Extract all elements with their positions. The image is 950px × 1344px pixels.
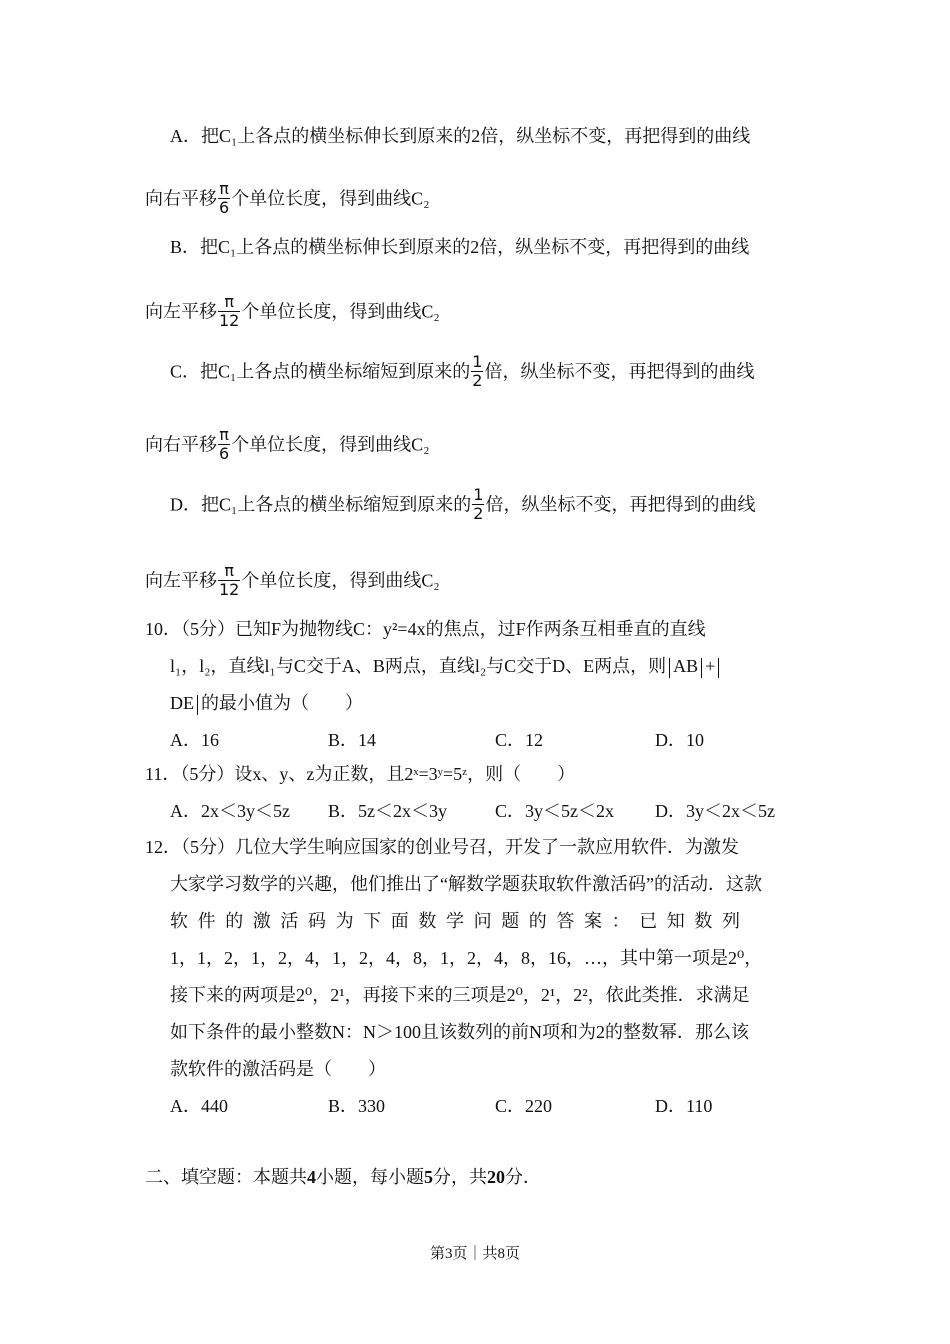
fraction-denominator: 2	[472, 371, 483, 390]
q10-text: （5分）已知F为抛物线C：y²=4x的焦点，过F作两条互相垂直的直线	[181, 619, 706, 639]
q9-option-a-fraction	[218, 180, 230, 217]
fraction-denominator: 6	[219, 444, 230, 463]
q12-line7: 款软件的激活码是（ ）	[170, 1059, 386, 1079]
q9-option-b-line2	[145, 292, 440, 332]
q12-line2: 大家学习数学的兴趣，他们推出了“解数学题获取软件激活码”的活动．这款	[170, 874, 762, 894]
fraction-numerator: 1	[473, 485, 484, 504]
q11-text: （5分）设x、y、z为正数，且2ˣ=3ʸ=5ᶻ，则（ ）	[180, 764, 576, 784]
q10-line3	[170, 691, 363, 715]
q12-text-line1: （5分）几位大学生响应国家的创业号召，开发了一款应用软件．为激发	[181, 837, 739, 857]
q9-option-c-half-fraction	[471, 353, 483, 390]
q12-line4: 1，1，2，1，2，4，1，2，4，8，1，2，4，8，16，…，其中第一项是2⁰，	[170, 948, 763, 968]
section-2-points: 5	[424, 1167, 433, 1187]
fraction-numerator: π	[219, 179, 229, 198]
abs-bar	[197, 695, 198, 715]
q9-option-d-shift-text: 向左平移	[145, 570, 217, 591]
q9-option-a-label: A．	[170, 126, 201, 146]
q10-text-line3: 的最小值为（ ）	[201, 693, 363, 713]
section-2-text: 二、填空题：本题共	[145, 1167, 307, 1187]
section-2-text: 分，共	[433, 1167, 487, 1187]
q10-option-d: D．10	[655, 730, 704, 750]
q9-option-a-text: 把C₁上各点的横坐标伸长到原来的2倍，纵坐标不变，再把得到的曲线	[201, 126, 751, 146]
fraction-denominator: 2	[473, 504, 484, 523]
q12-option-a: A．440	[170, 1096, 228, 1116]
q10-segment-de: DE	[170, 693, 194, 713]
q10-line1	[145, 617, 706, 641]
q9-option-b-label: B．	[170, 237, 201, 257]
q9-option-b-shift-text: 向左平移	[145, 301, 217, 322]
section-2-count: 4	[307, 1167, 316, 1187]
q9-option-a-line2	[145, 179, 430, 219]
q9-option-a-shift-text: 向右平移	[145, 188, 217, 209]
q12-line3: 软件的激活码为下面数学问题的答案：已知数列	[170, 911, 750, 931]
section-2-text: 分．	[505, 1167, 541, 1187]
q10-option-c: C．12	[495, 730, 544, 750]
q10-option-b: B．14	[328, 730, 377, 750]
q11-option-b: B．5z＜2x＜3y	[328, 801, 447, 821]
q12-option-b: B．330	[328, 1096, 386, 1116]
fraction-denominator: 12	[219, 580, 240, 599]
fraction-denominator: 12	[219, 311, 240, 330]
q9-option-d-line1	[170, 485, 756, 525]
q9-option-c-text-tail: 倍，纵坐标不变，再把得到的曲线	[484, 361, 755, 382]
q9-option-b-line1	[170, 235, 749, 259]
q9-option-b-fraction	[218, 293, 240, 330]
fraction-numerator: π	[218, 562, 240, 581]
q12-line6: 如下条件的最小整数N：N＞100且该数列的前N项和为2的整数幂．那么该	[170, 1022, 749, 1042]
q9-option-d-result-text: 个单位长度，得到曲线C₂	[241, 570, 440, 591]
q10-number: 10．	[145, 619, 181, 639]
q11-line1	[145, 762, 575, 786]
q9-option-b-result-text: 个单位长度，得到曲线C₂	[241, 301, 440, 322]
q11-option-a: A．2x＜3y＜5z	[170, 801, 290, 821]
abs-bar	[669, 658, 670, 678]
q9-option-d-fraction	[218, 562, 240, 599]
q10-line2	[170, 654, 722, 678]
q11-option-c: C．3y＜5z＜2x	[495, 801, 614, 821]
q12-line1	[145, 835, 739, 859]
q10-text-line2: l₁，l₂，直线l₁与C交于A、B两点，直线l₂与C交于D、E两点，则	[170, 656, 667, 676]
page-footer: 第3页｜共8页	[429, 1246, 520, 1262]
q12-option-d: D．110	[655, 1096, 713, 1116]
q9-option-a-line1	[170, 124, 750, 148]
section-2-heading	[145, 1165, 541, 1189]
q12-option-c: C．220	[495, 1096, 553, 1116]
q9-option-d-text-tail: 倍，纵坐标不变，再把得到的曲线	[485, 494, 756, 515]
q9-option-c-text: 把C₁上各点的横坐标缩短到原来的	[200, 361, 471, 382]
abs-bar	[701, 658, 702, 678]
q12-number: 12．	[145, 837, 181, 857]
q9-option-c-result-text: 个单位长度，得到曲线C₂	[231, 434, 430, 455]
fraction-denominator: 6	[219, 198, 230, 217]
section-2-text: 小题，每小题	[316, 1167, 424, 1187]
q9-option-d-line2	[145, 561, 440, 601]
q9-option-c-fraction	[218, 426, 230, 463]
q11-number: 11．	[145, 764, 181, 784]
q10-plus: +	[705, 656, 716, 676]
q9-option-c-label: C．	[170, 361, 201, 382]
abs-bar	[718, 658, 719, 678]
q12-line5: 接下来的两项是2⁰，2¹，再接下来的三项是2⁰，2¹，2²，依此类推．求满足	[170, 985, 750, 1005]
fraction-numerator: π	[219, 425, 229, 444]
q9-option-b-text: 把C₁上各点的横坐标伸长到原来的2倍，纵坐标不变，再把得到的曲线	[200, 237, 750, 257]
fraction-numerator: 1	[472, 352, 483, 371]
q11-option-d: D．3y＜2x＜5z	[655, 801, 775, 821]
section-2-total: 20	[487, 1167, 505, 1187]
q9-option-c-line1	[170, 352, 755, 392]
q9-option-c-shift-text: 向右平移	[145, 434, 217, 455]
q9-option-d-text: 把C₁上各点的横坐标缩短到原来的	[201, 494, 472, 515]
q10-segment-ab: AB	[673, 656, 699, 676]
q9-option-d-label: D．	[170, 494, 201, 515]
q9-option-d-half-fraction	[472, 486, 484, 523]
fraction-numerator: π	[218, 293, 240, 312]
q9-option-c-line2	[145, 425, 430, 465]
q10-option-a: A．16	[170, 730, 219, 750]
q9-option-a-result-text: 个单位长度，得到曲线C₂	[231, 188, 430, 209]
